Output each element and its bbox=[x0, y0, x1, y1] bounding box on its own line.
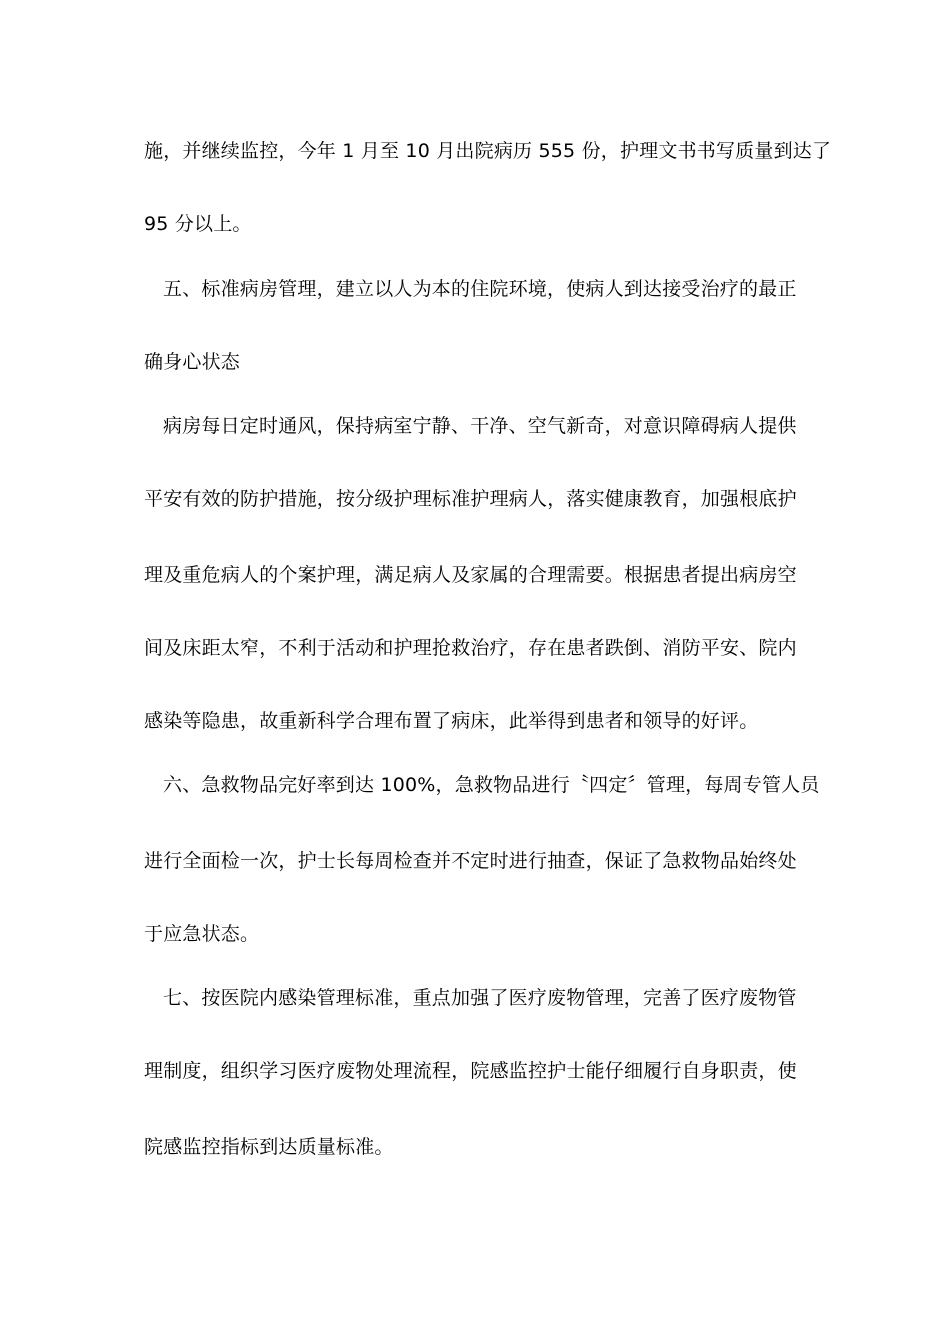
section-heading-6: 六、急救物品完好率到达 100%，急救物品进行〝四定〞管理，每周专管人员 bbox=[163, 774, 820, 796]
text-line: 院感监控指标到达质量标准。 bbox=[144, 1136, 394, 1158]
text-line: 平安有效的防护措施，按分级护理标准护理病人，落实健康教育，加强根底护 bbox=[144, 488, 797, 510]
text-line: 理制度，组织学习医疗废物处理流程，院感监控护士能仔细履行自身职责，使 bbox=[144, 1060, 797, 1082]
text-line: 间及床距太窄，不利于活动和护理抢救治疗，存在患者跌倒、消防平安、院内 bbox=[144, 637, 797, 659]
text-line: 理及重危病人的个案护理，满足病人及家属的合理需要。根据患者提出病房空 bbox=[144, 564, 797, 586]
section-heading-5: 五、标准病房管理，建立以人为本的住院环境，使病人到达接受治疗的最正 bbox=[163, 278, 797, 300]
text-line: 进行全面检一次，护士长每周检查并不定时进行抽查，保证了急救物品始终处 bbox=[144, 850, 797, 872]
text-line: 感染等隐患，故重新科学合理布置了病床，此举得到患者和领导的好评。 bbox=[144, 710, 759, 732]
text-line: 于应急状态。 bbox=[144, 923, 260, 945]
section-heading-7: 七、按医院内感染管理标准，重点加强了医疗废物管理，完善了医疗废物管 bbox=[163, 987, 797, 1009]
text-line: 施，并继续监控，今年 1 月至 10 月出院病历 555 份，护理文书书写质量到达了 bbox=[144, 140, 832, 162]
text-line: 95 分以上。 bbox=[144, 213, 252, 235]
text-line: 确身心状态 bbox=[144, 351, 241, 373]
paragraph-start: 病房每日定时通风，保持病室宁静、干净、空气新奇，对意识障碍病人提供 bbox=[163, 415, 797, 437]
